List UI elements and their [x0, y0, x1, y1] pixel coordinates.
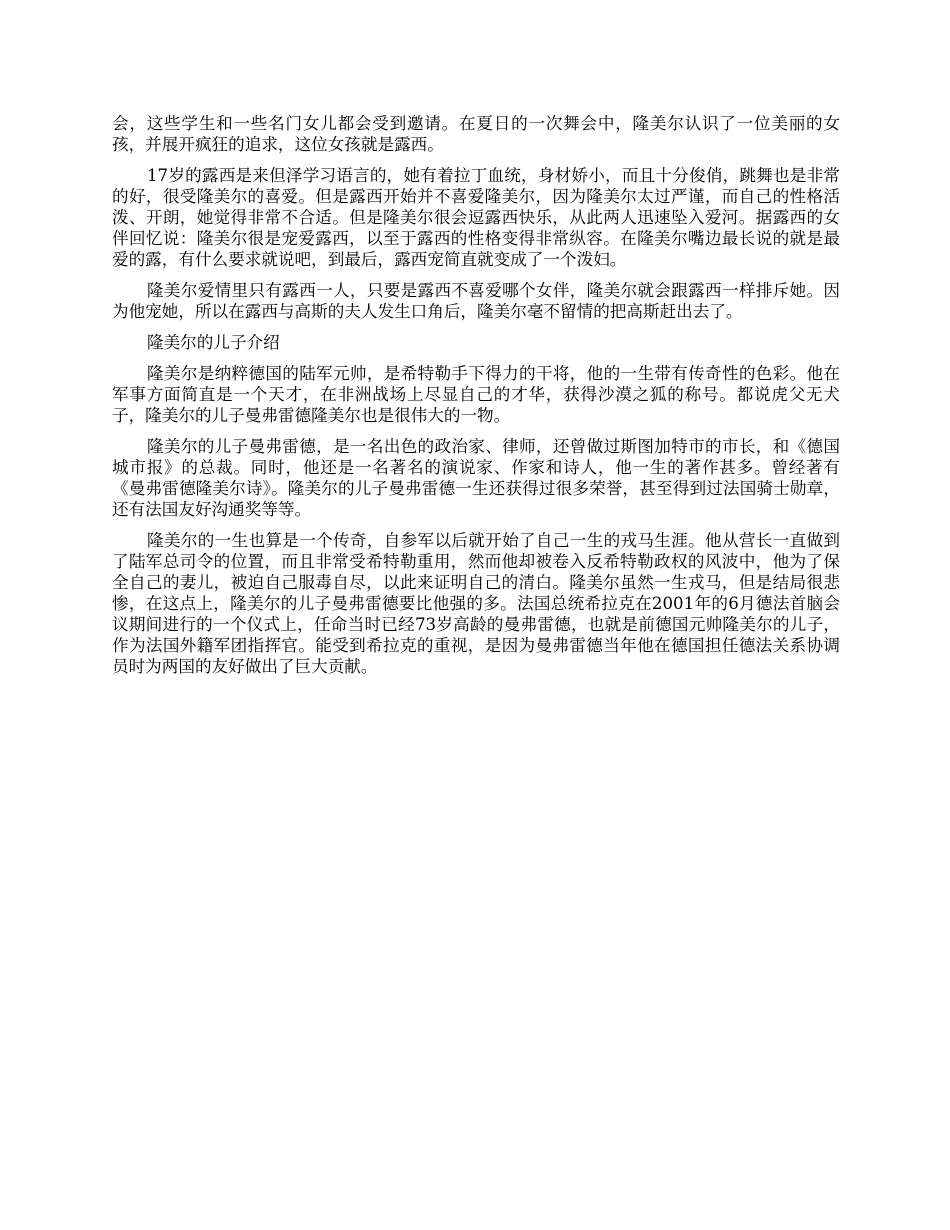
paragraph-rommel-marshal: 隆美尔是纳粹德国的陆军元帅，是希特勒手下得力的干将，他的一生带有传奇性的色彩。他在军事方面简直是一个天才，在非洲战场上尽显自己的才华，获得沙漠之狐的称号。都说虎父无犬子，隆美尔的儿子曼弗雷德隆美尔也是很伟大的一物。 — [112, 364, 840, 425]
paragraph-rommel-legend: 隆美尔的一生也算是一个传奇，自参军以后就开始了自己一生的戎马生涯。他从营长一直做到了陆军总司令的位置，而且非常受希特勒重用，然而他却被卷入反希特勒政权的风波中，他为了保全自己的妻儿，被迫自己服毒自尽，以此来证明自己的清白。隆美尔虽然一生戎马，但是结局很悲惨，在这点上，隆美尔的儿子曼弗雷德要比他强的多。法国总统希拉克在2001年的6月德法首脑会议期间进行的一个仪式上，任命当时已经73岁高龄的曼弗雷德，也就是前德国元帅隆美尔的儿子，作为法国外籍军团指挥官。能受到希拉克的重视，是因为曼弗雷德当年他在德国担任德法关系协调员时为两国的友好做出了巨大贡献。 — [112, 531, 840, 676]
section-heading-son-intro: 隆美尔的儿子介绍 — [147, 333, 280, 352]
paragraph-manfred-career: 隆美尔的儿子曼弗雷德，是一名出色的政治家、律师，还曾做过斯图加特市的市长，和《德国城市报》的总裁。同时，他还是一名著名的演说家、作家和诗人，他一生的著作甚多。曾经著有《曼弗雷德隆美尔诗》。隆美尔的儿子曼弗雷德一生还获得过很多荣誉，甚至得到过法国骑士勋章，还有法国友好沟通奖等等。 — [112, 437, 840, 519]
paragraph-intro-continuation: 会，这些学生和一些名门女儿都会受到邀请。在夏日的一次舞会中，隆美尔认识了一位美丽的女孩，并展开疯狂的追求，这位女孩就是露西。 — [112, 114, 840, 154]
paragraph-rommel-love: 隆美尔爱情里只有露西一人，只要是露西不喜爱哪个女伴，隆美尔就会跟露西一样排斥她。因为他宠她，所以在露西与高斯的夫人发生口角后，隆美尔毫不留情的把高斯赶出去了。 — [112, 281, 840, 321]
paragraph-lucie-description: 17岁的露西是来但泽学习语言的，她有着拉丁血统，身材娇小，而且十分俊俏，跳舞也是非常的好，很受隆美尔的喜爱。但是露西开始并不喜爱隆美尔，因为隆美尔太过严谨，而自己的性格活泼、开朗，她觉得非常不合适。但是隆美尔很会逗露西快乐，从此两人迅速坠入爱河。据露西的女伴回忆说：隆美尔很是宠爱露西，以至于露西的性格变得非常纵容。在隆美尔嘴边最长说的就是最爱的露，有什么要求就说吧，到最后，露西宠简直就变成了一个泼妇。 — [112, 166, 840, 269]
document-body — [112, 113, 840, 687]
